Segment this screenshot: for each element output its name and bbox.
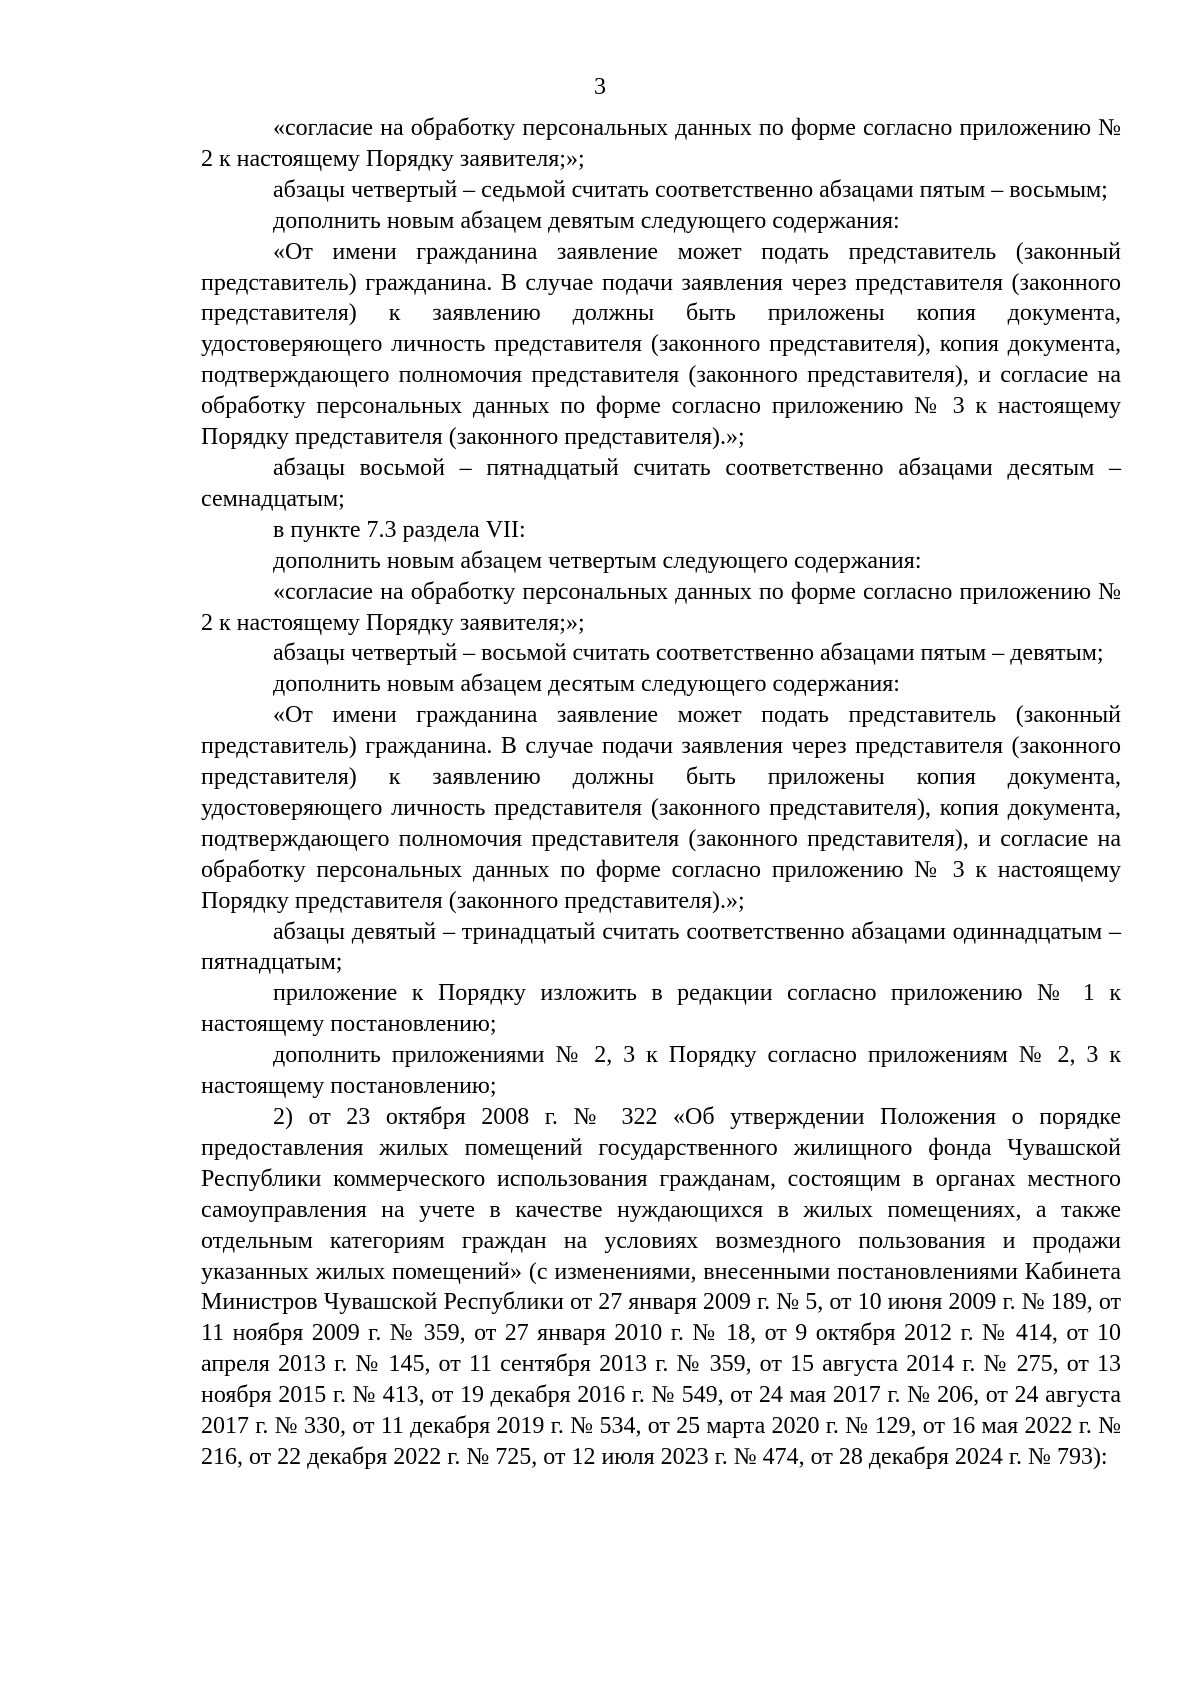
paragraph: «согласие на обработку персональных данных по форме согласно приложению № 2 к настоящему Порядку заявителя;»; [201, 578, 1121, 636]
paragraph: 2) от 23 октября 2008 г. № 322 «Об утверждении Положения о порядке предоставления жилых помещений государственного жилищного фонда Чувашской Республики коммерческого использования гражданам, состоящим в органах местного самоуправления на учете в качестве нуждающихся в жилых помещениях, а также отдельным категориям граждан на условиях возмездного пользования и продажи указанных жилых помещений» (с изменениями, внесенными постановлениями Кабинета Министров Чувашской Республики от 27 января 2009 г. № 5, от 10 июня 2009 г. № 189, от 11 ноября 2009 г. № 359, от 27 января 2010 г. № 18, от 9 октября 2012 г. № 414, от 10 апреля 2013 г. № 145, от 11 сентября 2013 г. № 359, от 15 августа 2014 г. № 275, от 13 ноября 2015 г. № 413, от 19 декабря 2016 г. № 549, от 24 мая 2017 г. № 206, от 24 августа 2017 г. № 330, от 11 декабря 2019 г. № 534, от 25 марта 2020 г. № 129, от 16 мая 2022 г. № 216, от 22 декабря 2022 г. № 725, от 12 июля 2023 г. № 474, от 28 декабря 2024 г. № 793): [201, 1104, 1121, 1470]
paragraph: «согласие на обработку персональных данных по форме согласно приложению № 2 к настоящему Порядку заявителя;»; [201, 115, 1121, 172]
paragraph: дополнить приложениями № 2, 3 к Порядку согласно приложениям № 2, 3 к настоящему постановлению; [201, 1042, 1121, 1100]
paragraph: абзацы восьмой – пятнадцатый считать соответственно абзацами десятым – семнадцатым; [201, 454, 1121, 512]
paragraph: в пункте 7.3 раздела VII: [273, 516, 526, 543]
page-number: 3 [594, 74, 606, 100]
paragraph: дополнить новым абзацем девятым следующего содержания: [273, 207, 900, 234]
paragraph: «От имени гражданина заявление может подать представитель (законный представитель) гражданина. В случае подачи заявления через представителя (законного представителя) к заявлению должны быть приложены копия документа, удостоверяющего личность представителя (законного представителя), копия документа, подтверждающего полномочия представителя (законного представителя), и согласие на обработку персональных данных по форме согласно приложению № 3 к настоящему Порядку представителя (законного представителя).»; [201, 238, 1121, 451]
paragraph: абзацы девятый – тринадцатый считать соответственно абзацами одиннадцатым – пятнадцатым; [201, 918, 1121, 976]
document-body [201, 113, 1121, 1473]
paragraph: «От имени гражданина заявление может подать представитель (законный представитель) гражданина. В случае подачи заявления через представителя (законного представителя) к заявлению должны быть приложены копия документа, удостоверяющего личность представителя (законного представителя), копия документа, подтверждающего полномочия представителя (законного представителя), и согласие на обработку персональных данных по форме согласно приложению № 3 к настоящему Порядку представителя (законного представителя).»; [201, 702, 1121, 914]
paragraph: абзацы четвертый – седьмой считать соответственно абзацами пятым – восьмым; [273, 176, 1108, 203]
paragraph: абзацы четвертый – восьмой считать соответственно абзацами пятым – девятым; [273, 640, 1104, 667]
paragraph: приложение к Порядку изложить в редакции согласно приложению № 1 к настоящему постановлению; [201, 980, 1121, 1038]
paragraph: дополнить новым абзацем десятым следующего содержания: [273, 671, 900, 698]
paragraph: дополнить новым абзацем четвертым следующего содержания: [273, 547, 922, 574]
